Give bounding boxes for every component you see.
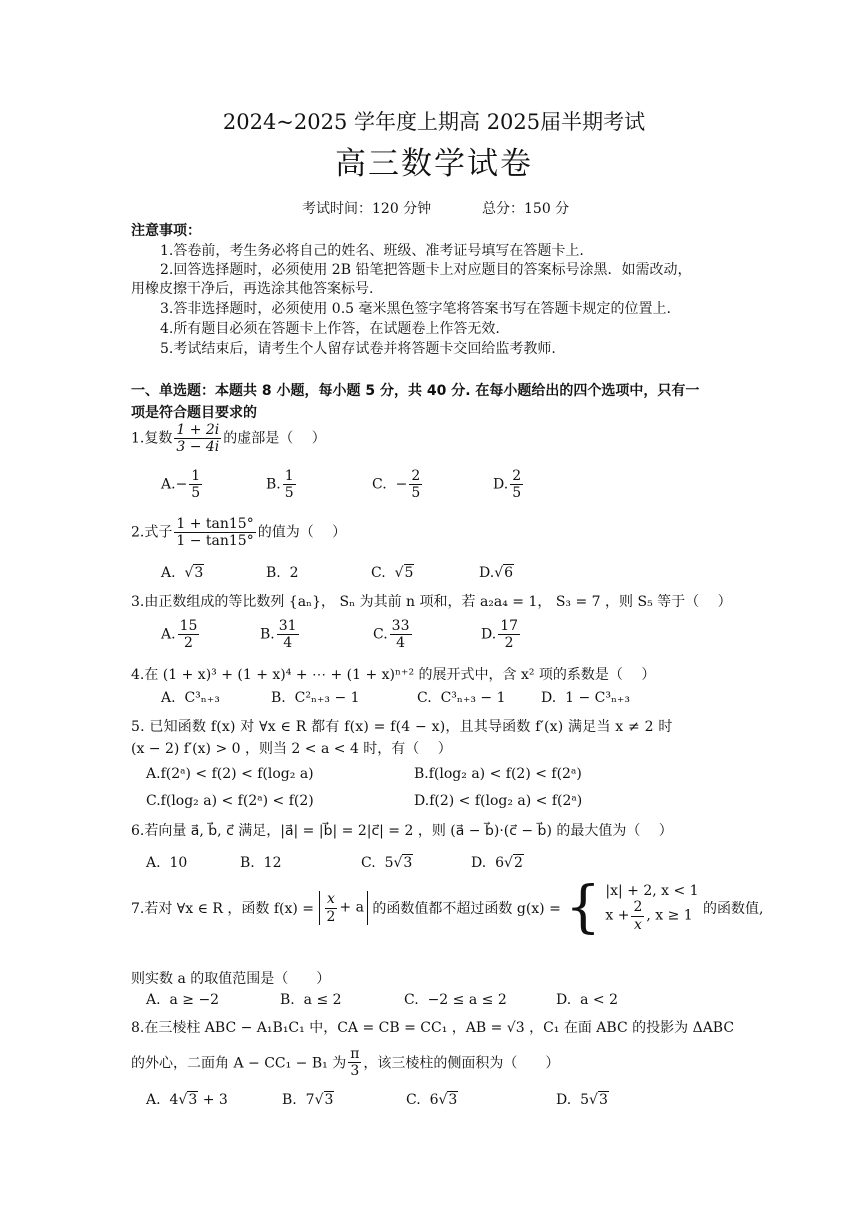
option-label: A. (161, 690, 176, 706)
exam-time: 考试时间：120 分钟 (302, 201, 432, 217)
q2-fraction (174, 516, 255, 549)
option-coef: 6 (495, 855, 505, 871)
option-num: 2 (411, 468, 421, 484)
option-sign: − (395, 476, 408, 493)
notice-item: 3.答非选择题时，必须使用 0.5 毫米黑色签字笔将答案书写在答题卡规定的位置上. (160, 301, 671, 317)
notice-item: 2.回答选择题时，必须使用 2B 铅笔把答题卡上对应题目的答案标号涂黑．如需改动， (160, 262, 692, 278)
option-radicand: 3 (324, 1092, 334, 1108)
option-coef: 6 (429, 1092, 439, 1108)
q8-option-d[interactable]: D. 5√3 (556, 1092, 608, 1108)
option-value: a ≥ −2 (169, 992, 220, 1008)
notice-heading: 注意事项： (131, 223, 201, 239)
q3-option-d[interactable] (481, 618, 522, 651)
option-label: B. (282, 1092, 297, 1108)
option-den: 5 (512, 485, 522, 502)
q7-case2-post: , x ≥ 1 (646, 908, 693, 924)
q7-option-c[interactable] (404, 992, 507, 1008)
option-value: C²ₙ₊₃ − 1 (294, 690, 360, 706)
option-value: −2 ≤ a ≤ 2 (427, 992, 507, 1008)
q5-option-a[interactable] (146, 766, 314, 782)
option-value: 10 (169, 855, 188, 871)
q2-denominator: 1 − tan15° (176, 533, 254, 550)
q5-option-b[interactable] (414, 766, 582, 782)
option-num: 1 (284, 468, 294, 484)
option-den: 4 (283, 635, 293, 652)
option-label: B. (414, 766, 429, 782)
q7-case-1: |x| + 2, x < 1 (605, 883, 699, 900)
q5-option-d[interactable] (414, 793, 582, 809)
option-label: B. (266, 565, 281, 581)
question-5-cont: (x − 2) f′(x) > 0 ，则当 2 < a < 4 时，有（ ） (131, 741, 452, 757)
option-den: 5 (191, 485, 201, 502)
q7-brace: { (565, 875, 601, 940)
option-value: f(log₂ a) < f(2) < f(2ᵃ) (428, 766, 582, 782)
q1-suffix: 的虚部是（ ） (223, 430, 326, 447)
option-label: D. (481, 626, 497, 643)
question-3: 3.由正数组成的等比数列 {aₙ}， Sₙ 为其前 n 项和，若 a₂a₄ = 1， S₃ = 7 ，则 S₅ 等于（ ） (131, 594, 732, 610)
option-radicand: 3 (448, 1092, 458, 1108)
q7-case2-pre: x + (605, 908, 630, 924)
q8-line2-pre: 的外心，二面角 A − CC₁ − B₁ 为 (131, 1055, 347, 1072)
option-label: D. (556, 1092, 572, 1108)
option-label: A. (161, 626, 176, 643)
q3-option-c[interactable] (373, 618, 414, 651)
q4-option-c[interactable] (417, 690, 506, 706)
option-coef: 5 (580, 1092, 590, 1108)
option-label: B. (271, 690, 286, 706)
q6-option-a[interactable] (146, 855, 187, 871)
option-den: 2 (504, 635, 514, 652)
question-4: 4.在 (1 + x)³ + (1 + x)⁴ + ⋯ + (1 + x)ⁿ⁺² 的展开式中，含 x² 项的系数是（ ） (131, 667, 656, 683)
option-label: B. (266, 476, 281, 493)
option-label: A. (146, 855, 161, 871)
q1-option-a[interactable] (161, 468, 204, 501)
option-label: C. (417, 690, 432, 706)
option-num: 15 (179, 618, 198, 634)
option-coef: 7 (305, 1092, 315, 1108)
option-radicand: 3 (598, 1092, 608, 1108)
page-title: 高三数学试卷 (335, 146, 533, 182)
option-radicand: 3 (188, 1092, 198, 1108)
option-coef: 4 (169, 1092, 179, 1108)
question-8: 8.在三棱柱 ABC − A₁B₁C₁ 中，CA = CB = CC₁ ，AB = √3 ，C₁ 在面 ABC 的投影为 ΔABC (131, 1020, 735, 1036)
option-label: B. (260, 626, 275, 643)
option-label: D. (414, 793, 430, 809)
q7-abs-den: 2 (326, 908, 336, 925)
q1-denominator: 3 − 4i (176, 439, 220, 456)
question-7 (131, 875, 764, 960)
option-label: C. (146, 793, 161, 809)
option-coef: 5 (384, 855, 394, 871)
option-label: C. (406, 1092, 421, 1108)
q7-middle: 的函数值都不超过函数 g(x) = (372, 901, 561, 917)
option-label: C. (372, 476, 387, 493)
q1-option-b[interactable] (266, 468, 298, 501)
option-label: D. (493, 476, 509, 493)
q8-angle-num: π (350, 1046, 360, 1062)
q2-numerator: 1 + tan15° (176, 516, 254, 532)
q1-prefix: 1.复数 (131, 430, 173, 447)
q8-option-b[interactable]: B. 7√3 (282, 1092, 334, 1108)
option-num: 33 (391, 618, 410, 634)
option-label: A. (146, 766, 161, 782)
q7-option-a[interactable] (146, 992, 219, 1008)
option-value: a ≤ 2 (303, 992, 342, 1008)
q1-option-d[interactable] (493, 468, 525, 501)
option-value: C³ₙ₊₃ − 1 (440, 690, 506, 706)
option-label: D. (471, 855, 487, 871)
option-sign: − (175, 476, 188, 493)
q3-option-b[interactable] (260, 618, 301, 651)
option-value: f(2ᵃ) < f(2) < f(log₂ a) (160, 766, 314, 782)
notice-item: 1.答卷前，考生务必将自己的姓名、班级、准考证号填写在答题卡上. (160, 243, 584, 259)
q3-option-a[interactable] (161, 618, 201, 651)
option-label: B. (240, 855, 255, 871)
q7-suffix: 的函数值, (703, 901, 764, 917)
section-heading: 一、单选题：本题共 8 小题，每小题 5 分，共 40 分. 在每小题给出的四个选项中，只有一 (131, 383, 700, 399)
option-label: B. (280, 992, 295, 1008)
option-label: D. (479, 565, 495, 581)
section-heading-cont: 项是符合题目要求的 (131, 405, 257, 421)
option-value: f(log₂ a) < f(2ᵃ) < f(2) (160, 793, 314, 809)
q7-abs-tail: + a (339, 900, 364, 916)
question-2 (131, 516, 346, 549)
q8-line2-post: ，该三棱柱的侧面积为（ ） (363, 1055, 560, 1072)
question-6: 6.若向量 a⃗, b⃗, c⃗ 满足，|a⃗| = |b⃗| = 2|c⃗| = 2 ，则 (a⃗ − b⃗)·(c⃗ − b⃗) 的最大值为（ ） (131, 823, 673, 839)
option-radicand: 3 (403, 855, 413, 871)
option-value: C³ₙ₊₃ (184, 690, 220, 706)
q1-numerator: 1 + 2i (176, 422, 220, 438)
q6-option-b[interactable] (240, 855, 281, 871)
q8-angle-fraction (348, 1046, 361, 1079)
option-den: 5 (284, 485, 294, 502)
q2-option-b[interactable] (266, 565, 299, 581)
q5-option-c[interactable] (146, 793, 314, 809)
q4-option-a[interactable] (161, 690, 220, 706)
option-label: D. (556, 992, 572, 1008)
option-den: 4 (396, 635, 406, 652)
q7-option-d[interactable] (556, 992, 618, 1008)
option-label: C. (404, 992, 419, 1008)
q2-option-d[interactable]: D.√6 (479, 565, 514, 581)
question-1 (131, 422, 326, 455)
q8-angle-den: 3 (350, 1063, 360, 1080)
option-radicand: 5 (404, 565, 414, 581)
option-num: 31 (278, 618, 297, 634)
option-label: A. (146, 992, 161, 1008)
q7-case-2 (605, 899, 698, 932)
option-label: A. (146, 1092, 161, 1108)
q4-option-d[interactable] (541, 690, 630, 706)
option-value: 2 (289, 565, 299, 581)
option-value: 12 (263, 855, 282, 871)
q1-option-c[interactable] (372, 468, 424, 501)
q7-abs-value (319, 891, 368, 924)
option-label: A. (161, 476, 176, 493)
option-label: C. (373, 626, 388, 643)
notice-item: 5.考试结束后，请考生个人留存试卷并将答题卡交回给监考教师. (160, 341, 556, 357)
q4-option-b[interactable] (271, 690, 360, 706)
option-tail: + 3 (202, 1092, 228, 1108)
q7-case2-den: x (633, 916, 642, 933)
question-8-cont (131, 1046, 559, 1079)
q7-prefix: 7.若对 ∀x ∈ R ，函数 f(x) = (131, 901, 315, 917)
q7-abs-num: x (325, 891, 338, 908)
q8-option-a[interactable]: A. 4√3 + 3 (146, 1092, 228, 1108)
notice-item: 用橡皮擦干净后，再选涂其他答案标号. (131, 281, 374, 297)
option-radicand: 2 (513, 855, 523, 871)
option-value: 1 − C³ₙ₊₃ (565, 690, 631, 706)
q7-cases (605, 883, 698, 932)
option-label: C. (361, 855, 376, 871)
q6-option-c[interactable]: C. 5√3 (361, 855, 413, 871)
q1-fraction (174, 422, 221, 455)
option-num: 2 (512, 468, 522, 484)
q2-option-a[interactable]: A. √3 (161, 565, 204, 581)
q2-prefix: 2.式子 (131, 524, 173, 541)
option-den: 5 (411, 485, 421, 502)
option-den: 2 (184, 635, 193, 652)
q7-option-b[interactable] (280, 992, 342, 1008)
exam-header-line: 2024~2025 学年度上期高 2025届半期考试 (222, 110, 646, 134)
q2-suffix: 的值为（ ） (257, 524, 347, 541)
option-label: D. (541, 690, 557, 706)
q6-option-d[interactable]: D. 6√2 (471, 855, 523, 871)
option-num: 17 (500, 618, 519, 634)
option-value: f(2) < f(log₂ a) < f(2ᵃ) (429, 793, 583, 809)
question-5: 5. 已知函数 f(x) 对 ∀x ∈ R 都有 f(x) = f(4 − x)，且其导函数 f′(x) 满足当 x ≠ 2 时 (131, 719, 673, 735)
option-radicand: 3 (194, 565, 204, 581)
q7-case2-num: 2 (633, 899, 643, 916)
q8-option-c[interactable]: C. 6√3 (406, 1092, 458, 1108)
option-radicand: 6 (504, 565, 514, 581)
option-label: A. (161, 565, 176, 581)
question-7-cont: 则实数 a 的取值范围是（ ） (131, 971, 331, 987)
q2-option-c[interactable]: C. √5 (371, 565, 414, 581)
option-label: C. (371, 565, 386, 581)
option-num: 1 (191, 468, 201, 484)
option-value: a < 2 (580, 992, 618, 1008)
notice-item: 4.所有题目必须在答题卡上作答，在试题卷上作答无效. (160, 321, 500, 337)
exam-score: 总分：150 分 (482, 201, 570, 217)
